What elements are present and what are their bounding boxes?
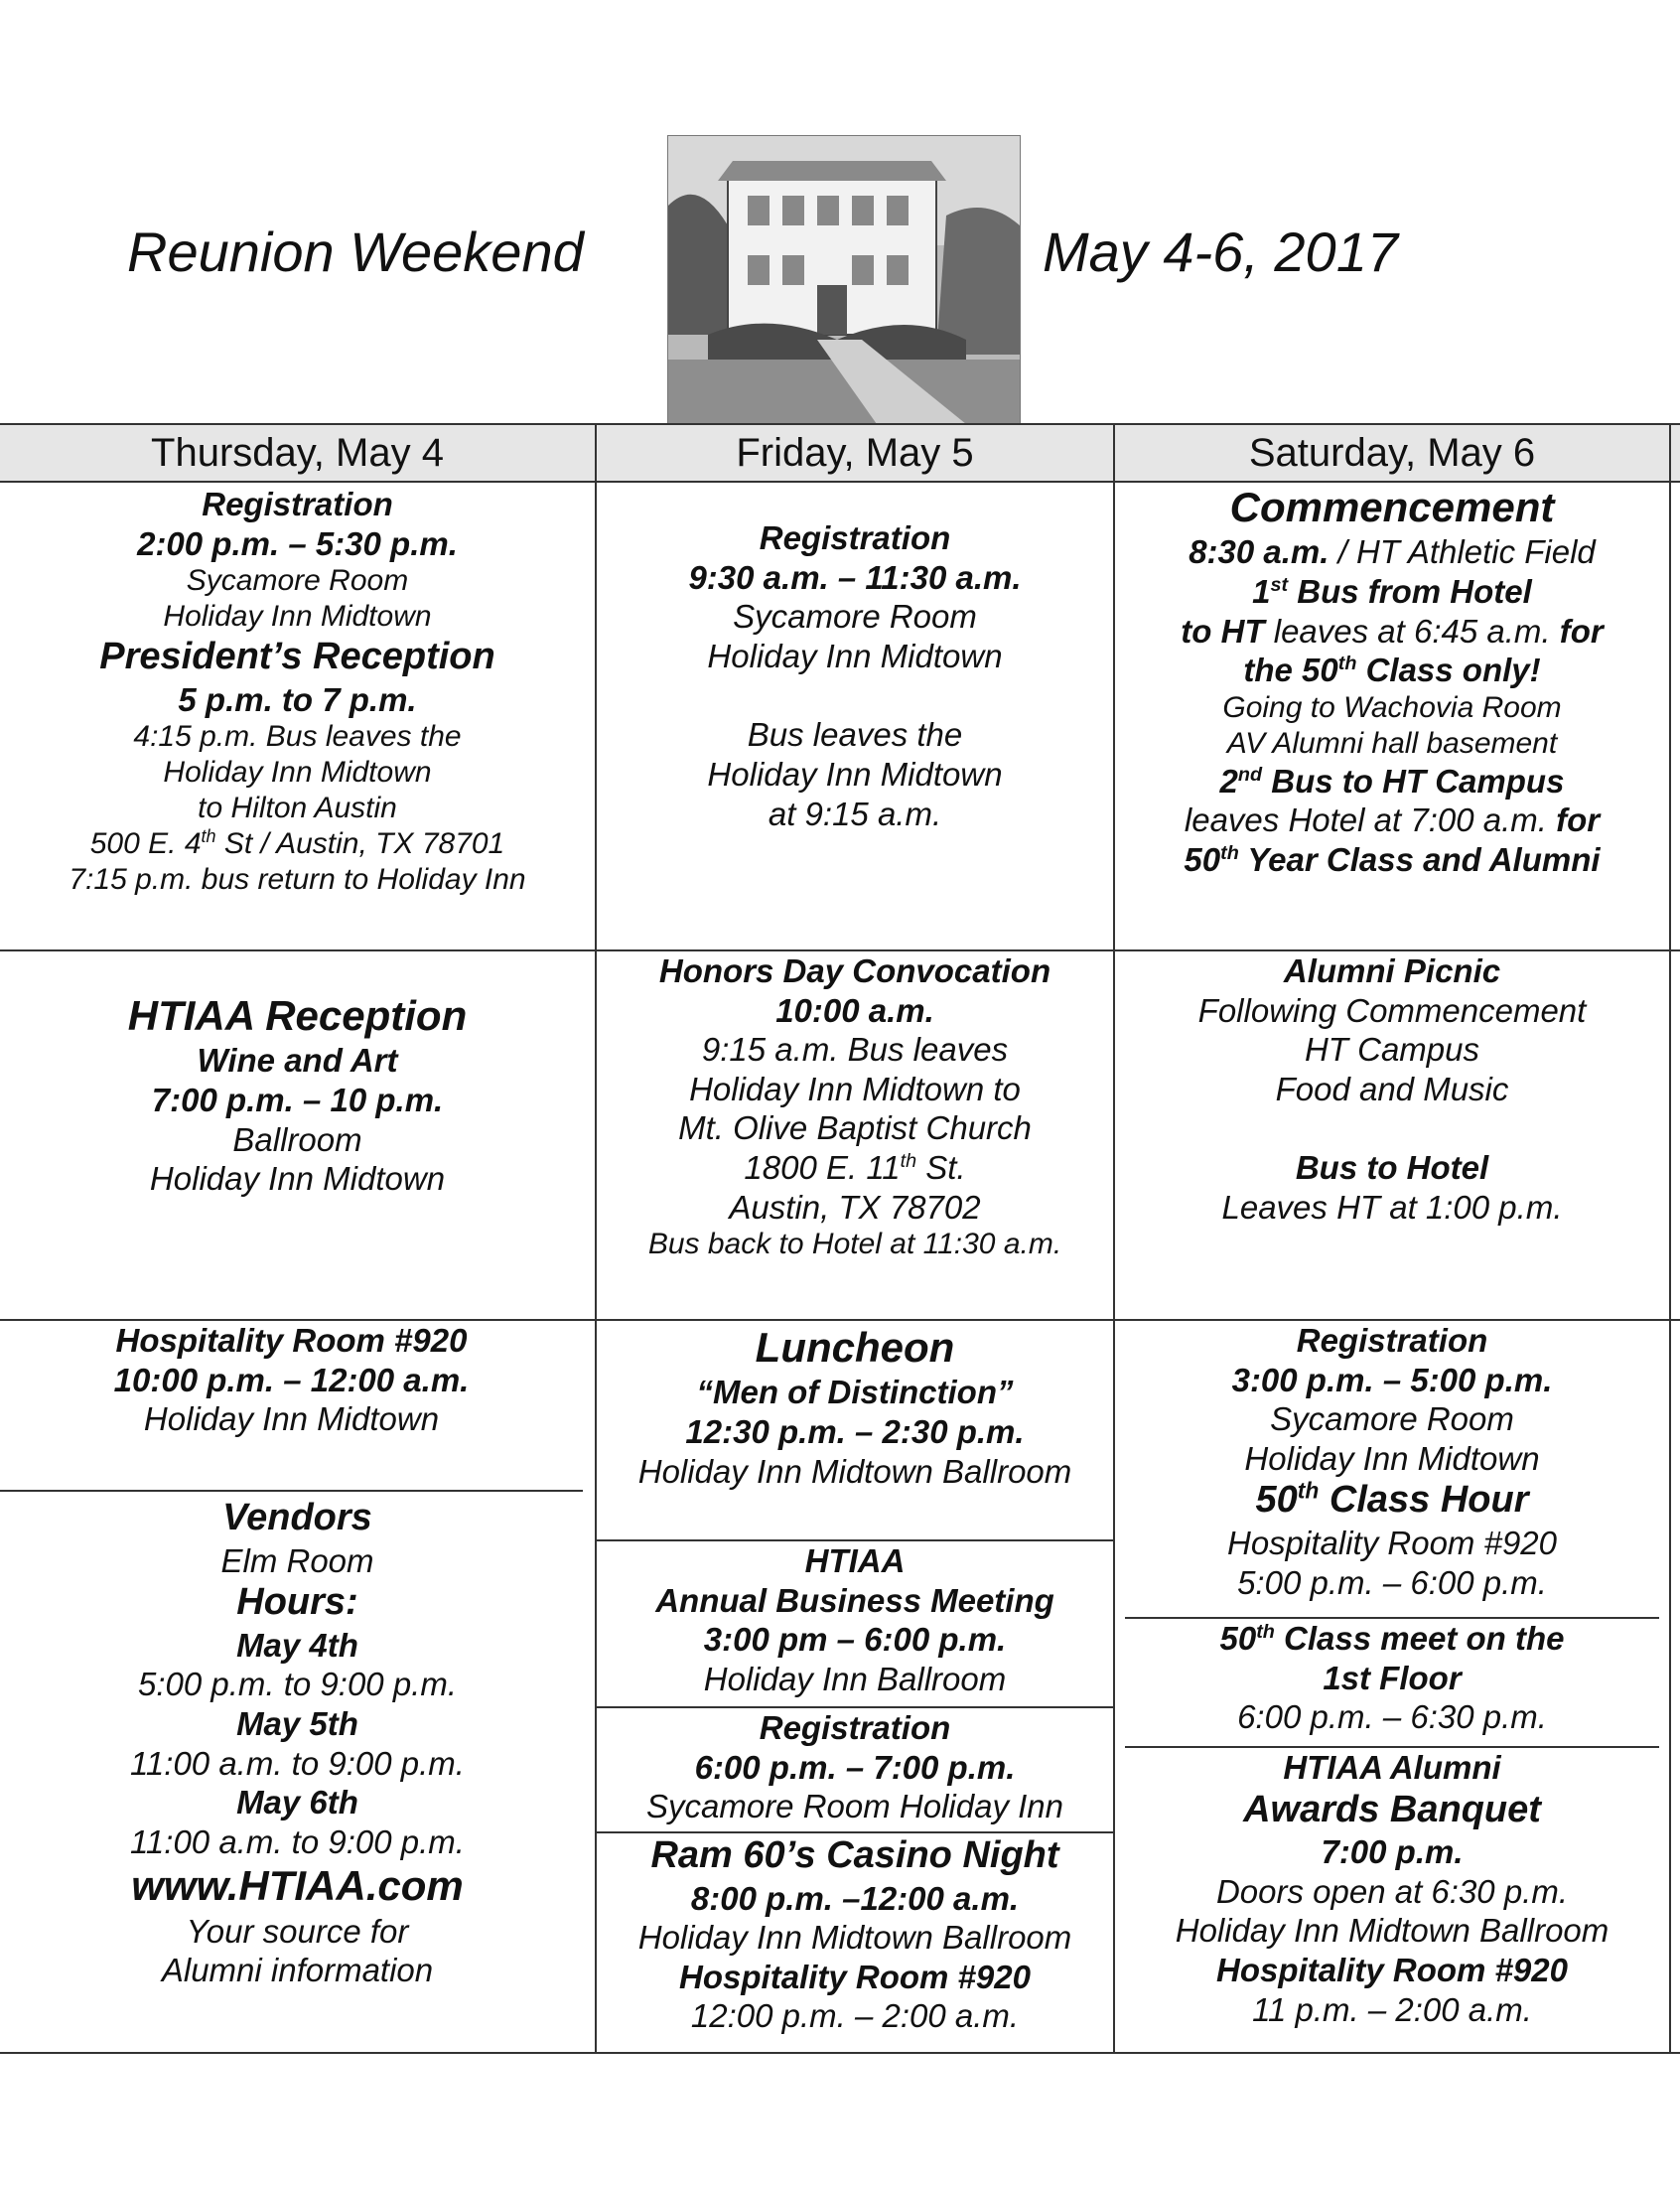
event-place: Holiday Inn Midtown Ballroom [637,1452,1072,1490]
event-time: 8:30 a.m. / HT Athletic Field [1189,533,1596,571]
event-title: Vendors [222,1497,372,1538]
day-header-saturday: Saturday, May 6 [1114,424,1670,482]
building-photo [667,135,1021,425]
event-room: Sycamore Room [186,564,409,598]
event-time: 10:00 a.m. [775,991,934,1029]
sat-class-meet-block [1125,1619,1659,1748]
thu-htiaa-reception-cell [0,950,596,1320]
spacer-cell [1670,482,1680,950]
event-room: Sycamore Room [733,598,977,636]
schedule-row-1 [0,482,1680,950]
fri-honors-cell [596,950,1114,1320]
event-date: May 5th [236,1704,358,1742]
event-title: Commencement [1229,484,1555,530]
event-time: 3:00 pm – 6:00 p.m. [703,1621,1007,1659]
event-time: 11:00 a.m. to 9:00 p.m. [130,1744,465,1782]
event-time: 11 p.m. – 2:00 a.m. [1252,1990,1532,2028]
event-address: Austin, TX 78702 [729,1188,981,1226]
event-time: 6:00 p.m. – 7:00 p.m. [694,1748,1016,1786]
event-note: AV Alumni hall basement [1226,726,1558,760]
sat-commencement-cell [1114,482,1670,950]
event-title: Alumni Picnic [1283,952,1501,989]
event-time: 7:00 p.m. [1321,1833,1464,1871]
event-title: HTIAA Reception [127,992,468,1039]
event-place: Sycamore Room Holiday Inn [645,1788,1063,1825]
event-note: Doors open at 6:30 p.m. [1215,1872,1569,1910]
event-title: President’s Reception [99,636,495,678]
event-title: 2nd Bus to HT Campus [1219,762,1565,800]
fri-registration2-block [597,1708,1113,1833]
event-title: Hospitality Room #920 [679,1958,1031,1995]
event-place: Holiday Inn Midtown [1244,1439,1540,1477]
event-place: HT Campus [1304,1031,1480,1069]
event-note: Following Commencement [1197,991,1587,1029]
event-note: 7:15 p.m. bus return to Holiday Inn [69,863,526,897]
event-note: Bus back to Hotel at 11:30 a.m. [647,1228,1062,1261]
event-date: May 4th [236,1626,358,1664]
sat-evening-cell [1114,1320,1670,2053]
event-address: 500 E. 4th St / Austin, TX 78701 [89,826,505,861]
sat-banquet-block [1115,1748,1669,2029]
website-link[interactable]: www.HTIAA.com [131,1862,464,1910]
event-note: to HT leaves at 6:45 a.m. for [1181,612,1604,650]
event-title: Registration [759,1709,951,1746]
thu-registration-cell [0,482,596,950]
fri-registration-cell [596,482,1114,950]
event-title: HTIAA Alumni [1283,1749,1501,1786]
event-time: 5:00 p.m. – 6:00 p.m. [1237,1563,1547,1601]
event-subtitle: Hours: [236,1581,358,1624]
event-time: 11:00 a.m. to 9:00 p.m. [130,1822,465,1860]
event-time: 9:30 a.m. – 11:30 a.m. [688,558,1022,596]
building-photo-image [668,136,1020,424]
event-title: Registration [202,486,393,522]
event-place: Holiday Inn Midtown Ballroom [1175,1912,1610,1950]
event-place: Holiday Inn Midtown [143,1400,440,1438]
fri-business-meeting-block [597,1541,1113,1708]
event-room: Hospitality Room #920 [1227,1524,1557,1561]
event-title: Bus to Hotel [1295,1149,1489,1187]
event-note: 50th Year Class and Alumni [1184,840,1601,878]
event-note: Mt. Olive Baptist Church [678,1109,1032,1147]
event-note: Holiday Inn Midtown [163,756,432,790]
event-time: 12:30 p.m. – 2:30 p.m. [685,1412,1025,1450]
event-date: May 6th [236,1784,358,1821]
spacer-cell [1670,950,1680,1320]
event-title: 1st Floor [1323,1659,1462,1696]
event-title: Luncheon [755,1324,955,1371]
thu-evening-cell [0,1320,596,2053]
event-room: Elm Room [220,1541,374,1579]
event-time: 6:00 p.m. – 6:30 p.m. [1237,1698,1547,1736]
day-header-row [0,424,1680,482]
event-title: Hospitality Room #920 [115,1322,468,1359]
event-title: Hospitality Room #920 [1216,1951,1568,1988]
event-note: at 9:15 a.m. [768,795,942,832]
fri-luncheon-block [597,1323,1113,1541]
event-note: Your source for [186,1912,409,1950]
event-title: Ram 60’s Casino Night [650,1834,1059,1876]
event-place: Holiday Inn Midtown Ballroom [637,1919,1072,1957]
event-time: Leaves HT at 1:00 p.m. [1221,1188,1563,1226]
day-header-thursday: Thursday, May 4 [0,424,596,482]
event-title: Awards Banquet [1243,1788,1541,1830]
schedule-row-2 [0,950,1680,1320]
event-note: Bus leaves the [747,716,963,754]
fri-casino-block [597,1833,1113,2036]
event-title: 50th Class meet on the [1219,1620,1565,1657]
event-time: 7:00 p.m. – 10 p.m. [151,1081,444,1118]
event-subtitle: Wine and Art [197,1042,398,1080]
title-right: May 4-6, 2017 [1043,220,1398,283]
event-title: HTIAA [804,1542,906,1579]
event-time: 5 p.m. to 7 p.m. [178,680,417,718]
title-left: Reunion Weekend [127,220,584,283]
event-place: Holiday Inn Midtown [149,1160,446,1198]
event-note: to Hilton Austin [198,792,397,825]
event-time: 5:00 p.m. to 9:00 p.m. [137,1666,457,1703]
event-time: 12:00 p.m. – 2:00 a.m. [690,1997,1020,2035]
event-note: Going to Wachovia Room [1222,690,1562,724]
sat-picnic-cell [1114,950,1670,1320]
day-header-friday: Friday, May 5 [596,424,1114,482]
event-note: Food and Music [1275,1070,1509,1107]
event-time: 2:00 p.m. – 5:30 p.m. [137,524,458,562]
event-note: the 50th Class only! [1243,652,1541,689]
event-title: Annual Business Meeting [655,1581,1054,1619]
event-title: Registration [759,519,951,556]
event-title: 50th Class Hour [1255,1477,1529,1522]
event-note: 9:15 a.m. Bus leaves [701,1031,1009,1069]
event-place: Holiday Inn Midtown [707,637,1003,674]
event-time: 8:00 p.m. –12:00 a.m. [690,1879,1020,1917]
event-title: 1st Bus from Hotel [1252,572,1532,610]
event-note: Holiday Inn Midtown to [689,1070,1021,1107]
event-time: 10:00 p.m. – 12:00 a.m. [113,1361,470,1398]
thu-vendors-block [0,1496,595,1990]
event-room: Sycamore Room [1270,1400,1514,1438]
thu-hospitality-block [0,1321,583,1492]
schedule-row-3 [0,1320,1680,2053]
event-subtitle: “Men of Distinction” [696,1374,1014,1411]
event-title: Honors Day Convocation [658,952,1051,989]
fri-afternoon-cell [596,1320,1114,2053]
schedule-table [0,423,1680,2054]
event-time: 3:00 p.m. – 5:00 p.m. [1231,1361,1553,1398]
event-place: Holiday Inn Midtown [163,600,432,634]
event-note: Alumni information [161,1952,434,1989]
event-note: leaves Hotel at 7:00 a.m. for [1184,801,1601,839]
event-address: 1800 E. 11th St. [744,1148,966,1186]
event-room: Ballroom [232,1120,362,1158]
event-title: Registration [1296,1322,1488,1359]
event-place: Holiday Inn Ballroom [703,1660,1007,1697]
event-note: Holiday Inn Midtown [707,755,1003,793]
sat-registration-block [1125,1321,1659,1619]
spacer-cell [1670,1320,1680,2053]
day-header-spacer [1670,424,1680,482]
event-note: 4:15 p.m. Bus leaves the [133,720,462,754]
